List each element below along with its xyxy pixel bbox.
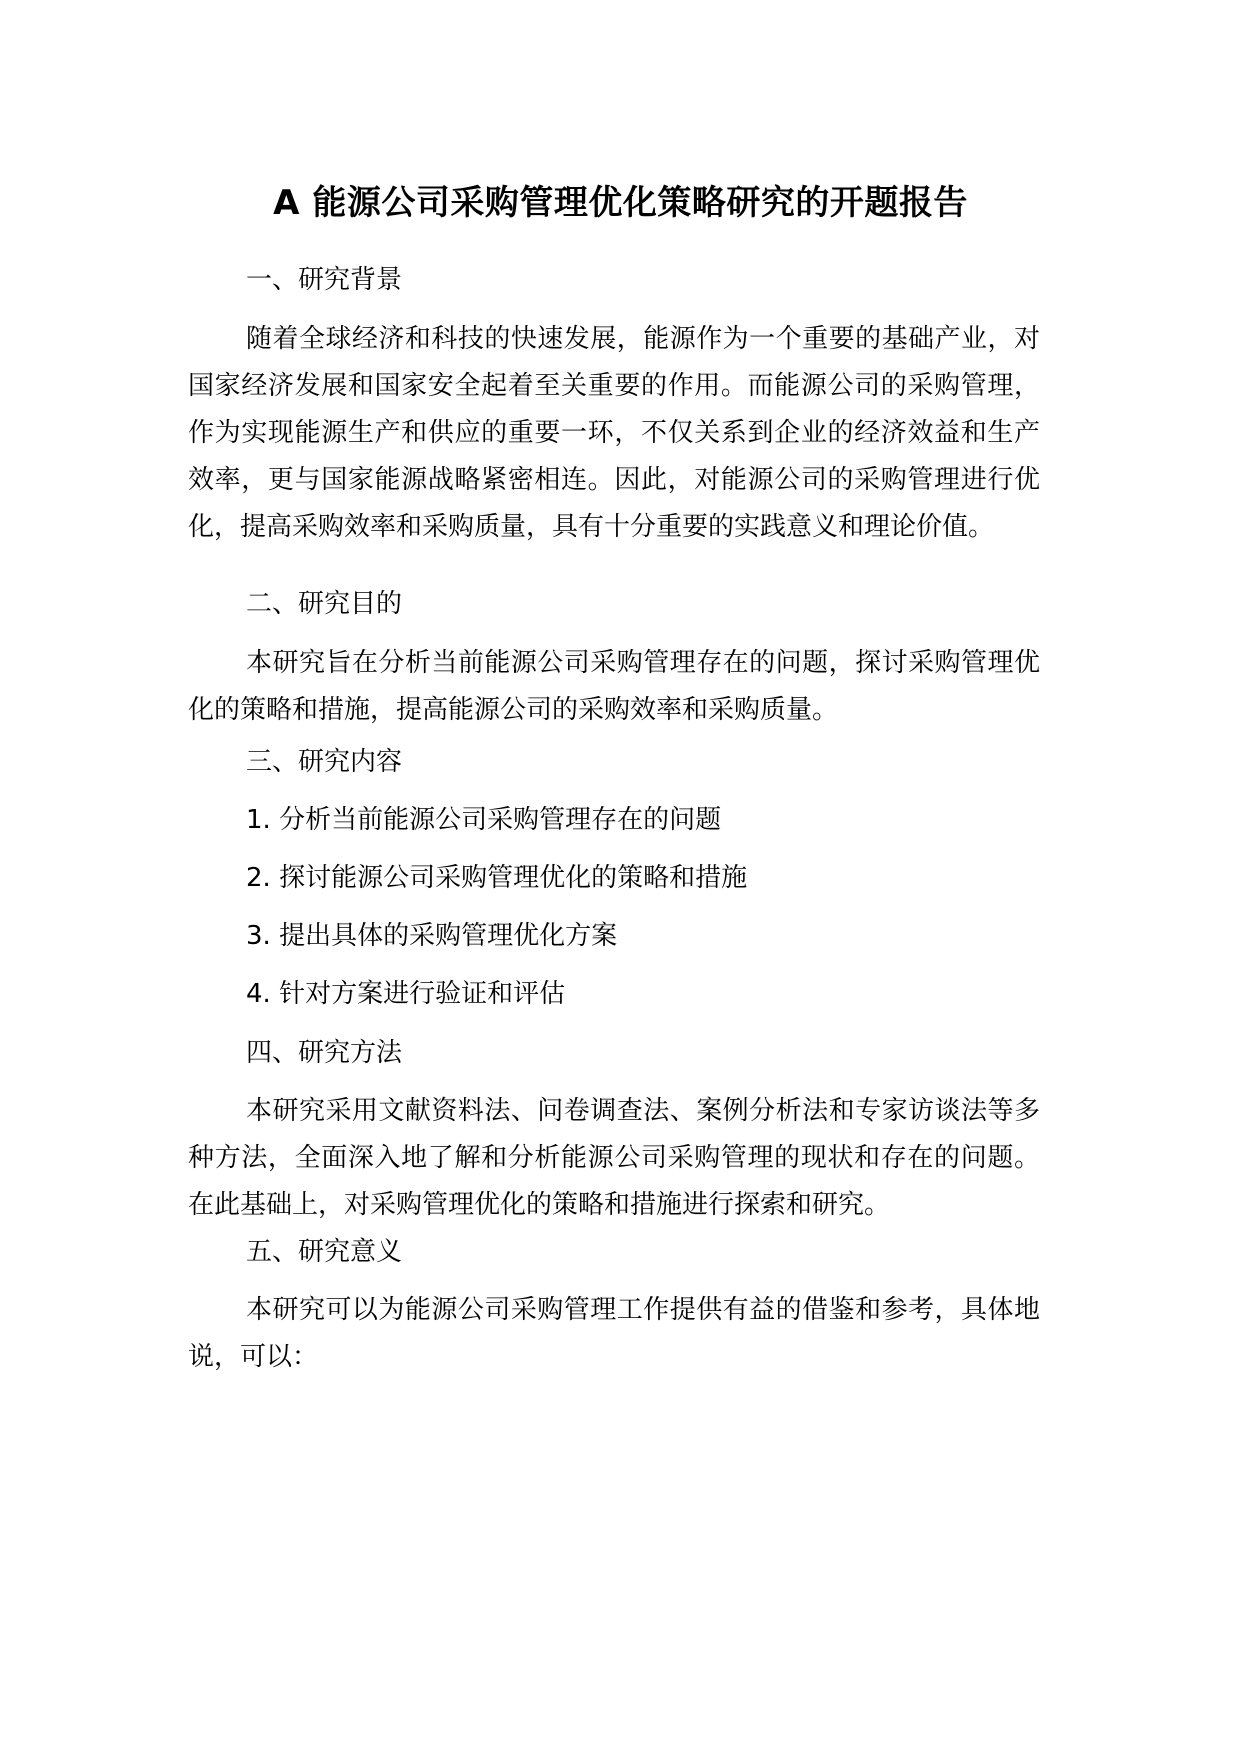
section-paragraph-background: 随着全球经济和科技的快速发展，能源作为一个重要的基础产业，对国家经济发展和国家安全起着至关重要的作用。而能源公司的采购管理，作为实现能源生产和供应的重要一环，不仅关系到企业的经济效益和生产效率，更与国家能源战略紧密相连。因此，对能源公司的采购管理进行优化，提高采购效率和采购质量，具有十分重要的实践意义和理论价值。 <box>188 324 1040 542</box>
section-heading-background: 一、研究背景 <box>246 265 403 295</box>
list-item: 2. 探讨能源公司采购管理优化的策略和措施 <box>246 863 748 893</box>
list-item: 3. 提出具体的采购管理优化方案 <box>246 921 618 951</box>
section-heading-content: 三、研究内容 <box>246 747 403 777</box>
section-heading-purpose: 二、研究目的 <box>246 589 403 619</box>
section-paragraph-significance: 本研究可以为能源公司采购管理工作提供有益的借鉴和参考，具体地说，可以： <box>188 1295 1040 1372</box>
section-heading-significance: 五、研究意义 <box>246 1237 403 1267</box>
list-item: 4. 针对方案进行验证和评估 <box>246 979 566 1009</box>
section-paragraph-purpose: 本研究旨在分析当前能源公司采购管理存在的问题，探讨采购管理优化的策略和措施，提高能源公司的采购效率和采购质量。 <box>188 648 1040 725</box>
section-paragraph-method: 本研究采用文献资料法、问卷调查法、案例分析法和专家访谈法等多种方法，全面深入地了解和分析能源公司采购管理的现状和存在的问题。在此基础上，对采购管理优化的策略和措施进行探索和研究。 <box>188 1096 1040 1220</box>
document-title: A 能源公司采购管理优化策略研究的开题报告 <box>273 183 968 223</box>
list-item: 1. 分析当前能源公司采购管理存在的问题 <box>246 805 722 835</box>
section-heading-method: 四、研究方法 <box>246 1038 403 1068</box>
